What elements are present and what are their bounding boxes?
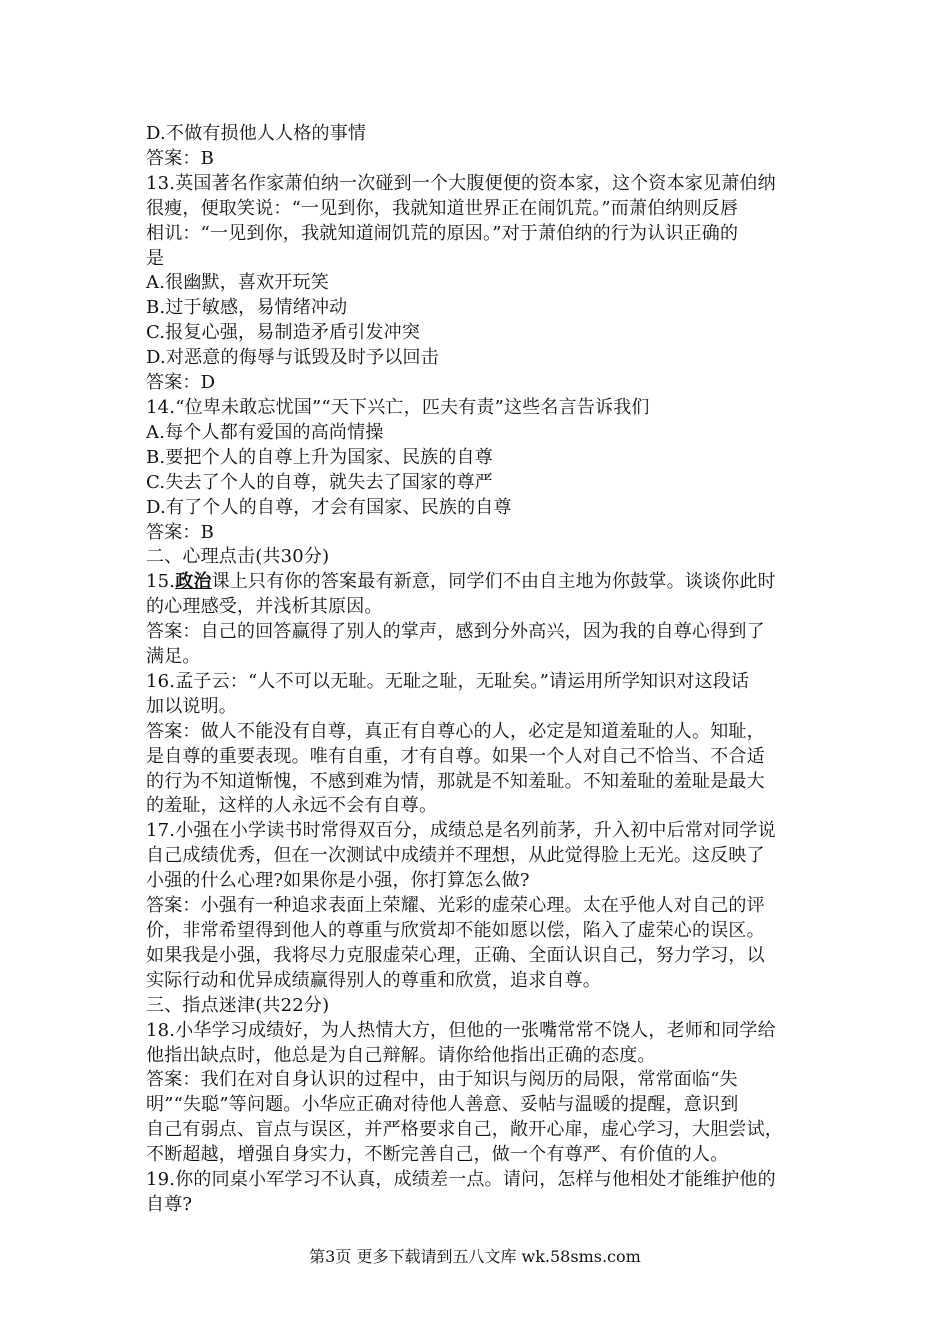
document-body <box>146 122 818 1218</box>
text-line: 不断超越，增强自身实力，不断完善自己，做一个有尊严、有价值的人。 <box>146 1144 729 1166</box>
text-line: 18.小华学习成绩好，为人热情大方，但他的一张嘴常常不饶人，老师和同学给 <box>146 1019 776 1041</box>
text-line <box>146 570 818 595</box>
text-line: 答案：我们在对自身认识的过程中，由于知识与阅历的局限，常常面临“失 <box>146 1069 738 1091</box>
text-line: 如果我是小强，我将尽力克服虚荣心理，正确、全面认识自己，努力学习，以 <box>146 944 765 966</box>
text-line: 16.孟子云：“人不可以无耻。无耻之耻，无耻矣。”请运用所学知识对这段话 <box>146 670 750 692</box>
text-line: 答案：做人不能没有自尊，真正有自尊心的人，必定是知道羞耻的人。知耻， <box>146 720 765 742</box>
text-line: 价，非常希望得到他人的尊重与欣赏却不能如愿以偿，陷入了虚荣心的误区。 <box>146 920 765 941</box>
line-prefix: 15. <box>146 571 176 593</box>
text-line: B.要把个人的自尊上升为国家、民族的自尊 <box>146 446 493 468</box>
text-line: 相讥：“一见到你，我就知道闹饥荒的原因。”对于萧伯纳的行为认识正确的 <box>146 222 739 244</box>
text-line: 自尊? <box>146 1193 193 1215</box>
text-line: 他指出缺点时，他总是为自己辩解。请你给他指出正确的态度。 <box>146 1044 656 1066</box>
subject-link[interactable]: 政治 <box>175 571 212 593</box>
text-line: 的羞耻，这样的人永远不会有自尊。 <box>146 795 438 817</box>
line-suffix: 课上只有你的答案最有新意，同学们不由自主地为你鼓掌。谈谈你此时 <box>211 571 776 593</box>
text-line: 二、心理点击(共30分) <box>146 546 330 568</box>
text-line: D.不做有损他人人格的事情 <box>146 123 367 144</box>
text-line: 实际行动和优异成绩赢得别人的尊重和欣赏，追求自尊。 <box>146 969 601 991</box>
text-line: 答案：自己的回答赢得了别人的掌声，感到分外高兴，因为我的自尊心得到了 <box>146 621 765 643</box>
text-line: 很瘦，便取笑说：“一见到你，我就知道世界正在闹饥荒。”而萧伯纳则反唇 <box>146 197 739 219</box>
text-line: 14.“位卑未敢忘忧国”“天下兴亡，匹夫有责”这些名言告诉我们 <box>146 396 650 418</box>
text-line: B.过于敏感，易情绪冲动 <box>146 297 348 319</box>
text-line: 19.你的同桌小军学习不认真，成绩差一点。请问，怎样与他相处才能维护他的 <box>146 1169 776 1191</box>
text-line: 明”“失聪”等问题。小华应正确对待他人善意、妥帖与温暖的提醒，意识到 <box>146 1094 739 1116</box>
text-line: 答案：B <box>146 147 215 169</box>
text-line: A.每个人都有爱国的高尚情操 <box>146 421 384 443</box>
text-line: 三、指点迷津(共22分) <box>146 994 330 1016</box>
text-line: 答案：B <box>146 521 215 543</box>
text-line: 的行为不知道惭愧，不感到难为情，那就是不知羞耻。不知羞耻的羞耻是最大 <box>146 770 765 792</box>
text-line: 自己成绩优秀，但在一次测试中成绩并不理想，从此觉得脸上无光。这反映了 <box>146 845 765 867</box>
text-line: C.报复心强，易制造矛盾引发冲突 <box>146 322 421 344</box>
page-footer: 第3页 更多下载请到五八文库 wk.58sms.com <box>309 1247 641 1266</box>
text-line: D.有了个人的自尊，才会有国家、民族的自尊 <box>146 496 512 518</box>
text-line: 满足。 <box>146 646 201 668</box>
text-line: 17.小强在小学读书时常得双百分，成绩总是名列前茅，升入初中后常对同学说 <box>146 820 776 842</box>
text-line: 答案：小强有一种追求表面上荣耀、光彩的虚荣心理。太在乎他人对自己的评 <box>146 895 765 917</box>
text-line: 是自尊的重要表现。唯有自重，才有自尊。如果一个人对自己不恰当、不合适 <box>146 745 765 767</box>
text-line: 答案：D <box>146 372 216 394</box>
text-line: 小强的什么心理?如果你是小强，你打算怎么做? <box>146 870 530 892</box>
text-line: D.对恶意的侮辱与诋毁及时予以回击 <box>146 347 439 369</box>
text-line: 13.英国著名作家萧伯纳一次碰到一个大腹便便的资本家，这个资本家见萧伯纳 <box>146 172 776 194</box>
text-line: C.失去了个人的自尊，就失去了国家的尊严 <box>146 471 493 493</box>
text-line: 加以说明。 <box>146 695 237 717</box>
text-line: 的心理感受，并浅析其原因。 <box>146 596 383 618</box>
text-line: 自己有弱点、盲点与误区，并严格要求自己，敞开心扉，虚心学习，大胆尝试， <box>146 1119 783 1141</box>
text-line: A.很幽默，喜欢开玩笑 <box>146 272 329 294</box>
text-line: 是 <box>146 247 165 269</box>
